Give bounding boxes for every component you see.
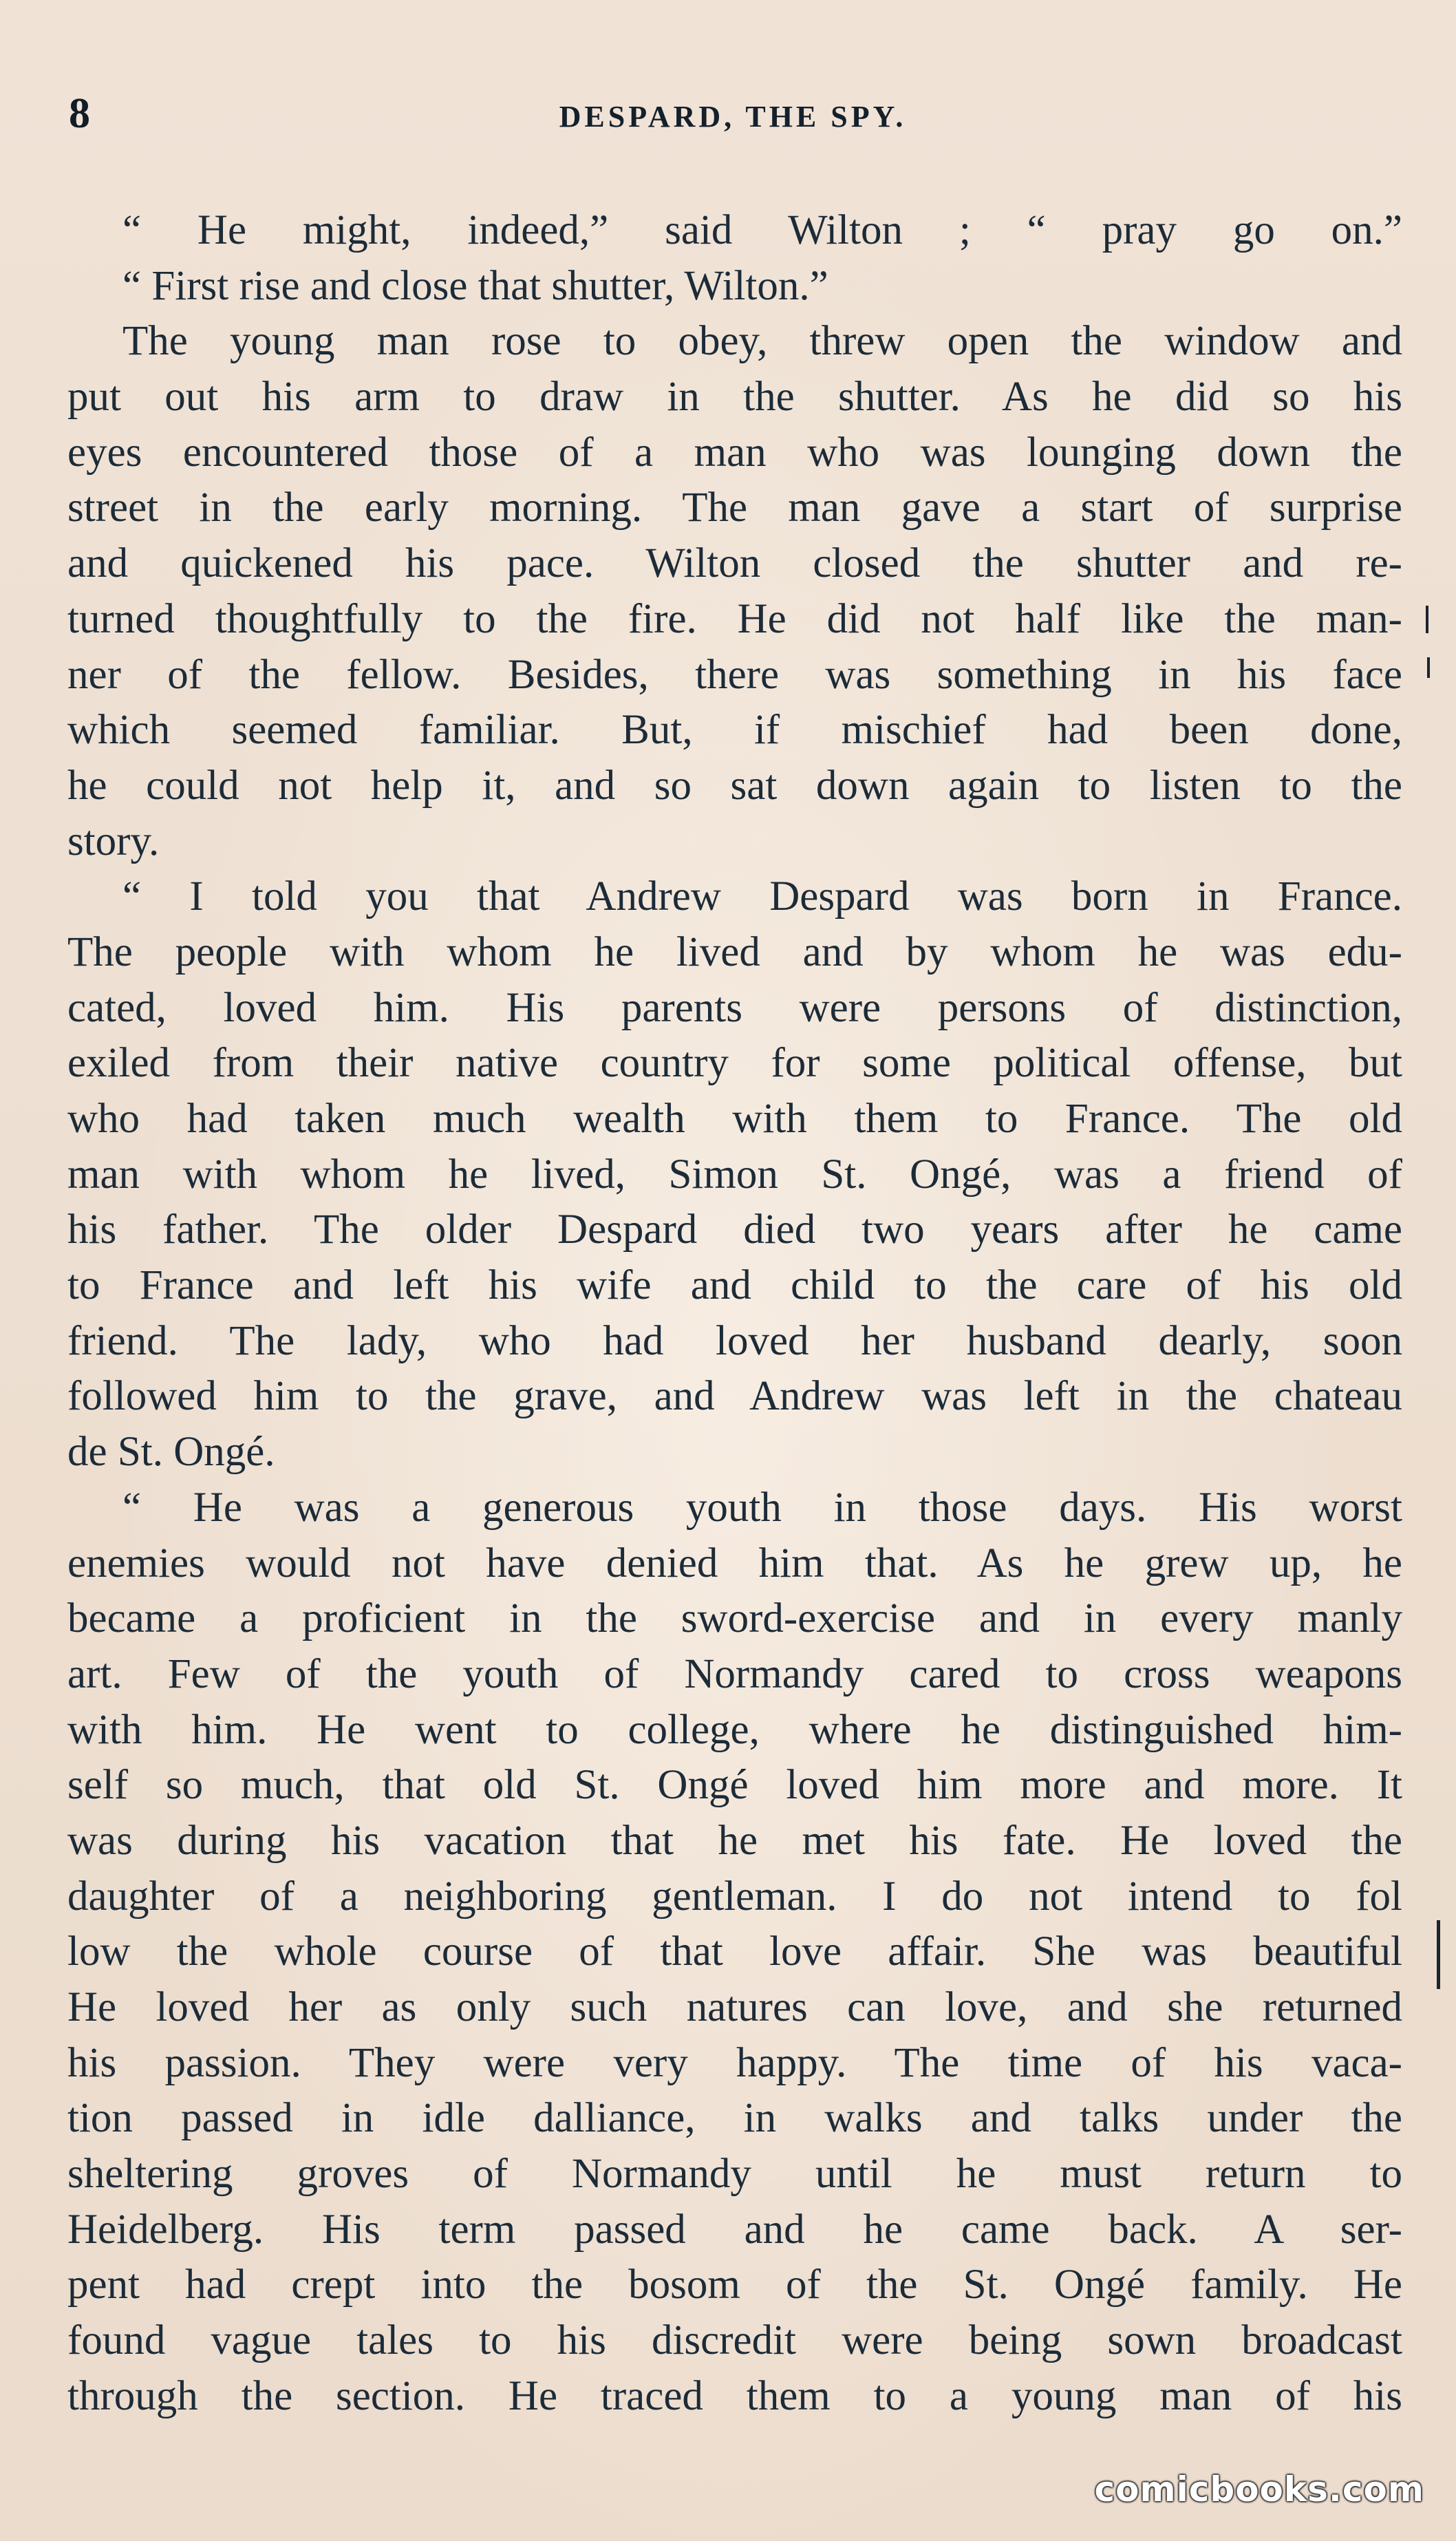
text-line: through the section. He traced them to a young man of his — [67, 2372, 1402, 2419]
text-line: was during his vacation that he met his fate. He loved the — [67, 1817, 1402, 1864]
text-line: street in the early morning. The man gave a start of surprise — [67, 485, 1402, 531]
text-line: story. — [67, 818, 160, 864]
page-number: 8 — [69, 90, 90, 137]
text-line: followed him to the grave, and Andrew was left in the chateau — [67, 1373, 1402, 1420]
text-line: The young man rose to obey, threw open the window and — [122, 318, 1402, 365]
text-line: exiled from their native country for some political offense, but — [67, 1040, 1402, 1087]
page-header — [69, 89, 1397, 151]
text-line: “ First rise and close that shutter, Wilton.” — [122, 262, 828, 309]
text-line: Heidelberg. His term passed and he came back. A ser- — [67, 2206, 1402, 2253]
text-line: The people with whom he lived and by whom he was edu- — [67, 928, 1402, 975]
text-line: and quickened his pace. Wilton closed the shutter and re- — [67, 540, 1402, 587]
text-line: to France and left his wife and child to the care of his old — [67, 1262, 1402, 1309]
running-head: DESPARD, THE SPY. — [559, 100, 907, 134]
margin-mark — [1437, 1920, 1440, 1989]
text-line: pent had crept into the bosom of the St. Ongé family. He — [67, 2262, 1402, 2308]
text-line: his father. The older Despard died two years after he came — [67, 1206, 1402, 1253]
text-line: sheltering groves of Normandy until he must return to — [67, 2151, 1402, 2198]
text-line: ner of the fellow. Besides, there was something in his face — [67, 651, 1402, 698]
text-line: tion passed in idle dalliance, in walks and talks under the — [67, 2095, 1402, 2142]
text-line: “ He might, indeed,” said Wilton ; “ pray go on.” — [122, 207, 1402, 253]
text-line: turned thoughtfully to the fire. He did not half like the man- — [67, 595, 1402, 642]
body-text — [67, 203, 1402, 2447]
text-line: daughter of a neighboring gentleman. I do not intend to fol — [67, 1873, 1402, 1920]
text-line: which seemed familiar. But, if mischief had been done, — [67, 707, 1402, 754]
margin-mark — [1426, 606, 1428, 633]
text-line: with him. He went to college, where he distinguished him- — [67, 1706, 1402, 1753]
text-line: man with whom he lived, Simon St. Ongé, was a friend of — [67, 1151, 1402, 1198]
text-line: art. Few of the youth of Normandy cared to cross weapons — [67, 1650, 1402, 1697]
text-line: his passion. They were very happy. The time of his vaca- — [67, 2039, 1402, 2086]
text-line: put out his arm to draw in the shutter. As he did so his — [67, 374, 1402, 421]
text-line: friend. The lady, who had loved her husband dearly, soon — [67, 1317, 1402, 1364]
text-line: he could not help it, and so sat down again to listen to the — [67, 762, 1402, 809]
text-line: found vague tales to his discredit were being sown broadcast — [67, 2317, 1402, 2364]
text-line: self so much, that old St. Ongé loved him more and more. It — [67, 1762, 1402, 1809]
text-line: “ He was a generous youth in those days. His worst — [122, 1484, 1402, 1531]
watermark: comicbooks.com — [1094, 2469, 1424, 2509]
text-line: cated, loved him. His parents were persons of distinction, — [67, 984, 1402, 1031]
text-line: de St. Ongé. — [67, 1429, 275, 1476]
text-line: “ I told you that Andrew Despard was born in France. — [122, 873, 1402, 920]
text-line: enemies would not have denied him that. As he grew up, he — [67, 1540, 1402, 1586]
text-line: low the whole course of that love affair. She was beautiful — [67, 1928, 1402, 1975]
margin-mark — [1427, 657, 1430, 678]
text-line: eyes encountered those of a man who was lounging down the — [67, 429, 1402, 476]
text-line: He loved her as only such natures can love, and she returned — [67, 1984, 1402, 2030]
text-line: became a proficient in the sword-exercise and in every manly — [67, 1595, 1402, 1642]
text-line: who had taken much wealth with them to France. The old — [67, 1096, 1402, 1142]
